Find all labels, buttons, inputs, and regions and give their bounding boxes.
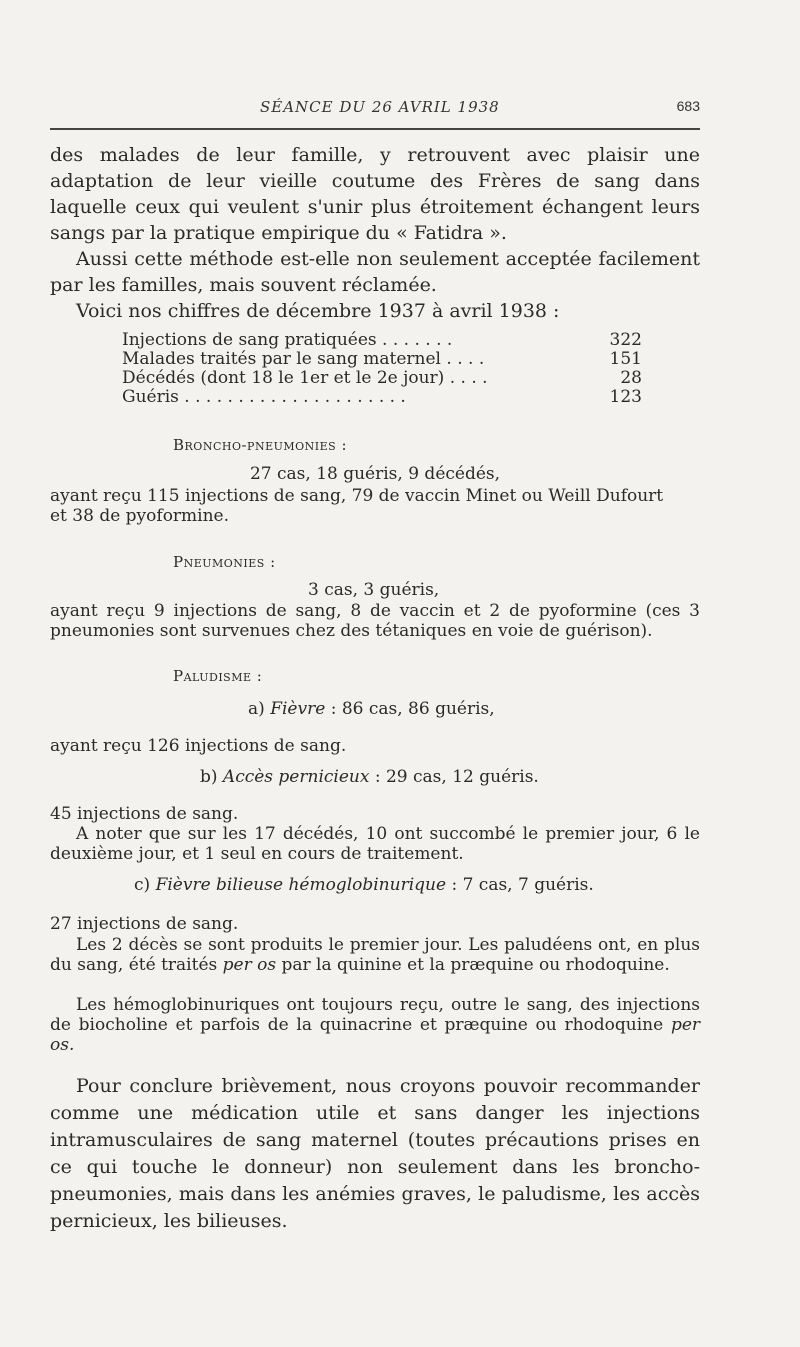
bilieuse-note-1-text-b: par la quinine et la præquine ou rhodoquine. xyxy=(281,955,670,975)
broncho-line-2: et 38 de pyoformine. xyxy=(50,506,230,526)
intro-paragraph-3: Voici nos chiffres de décembre 1937 à avril 1938 : xyxy=(76,300,560,322)
bilieuse-note-1 xyxy=(50,935,700,975)
fievre-text: : 86 cas, 86 guéris, xyxy=(330,699,495,719)
stat-row xyxy=(122,350,642,369)
running-title: SÉANCE DU 26 AVRIL 1938 xyxy=(260,98,500,116)
header-rule xyxy=(50,128,700,130)
broncho-summary: 27 cas, 18 guéris, 9 décédés, xyxy=(249,464,501,484)
pneumonies-title: Pneumonies : xyxy=(173,553,276,571)
stat-label: Guéris . . . . . . . . . . . . . . . . . . . . . xyxy=(122,388,406,407)
stat-label: Injections de sang pratiquées . . . . . . . xyxy=(122,331,453,350)
pneumonies-detail: ayant reçu 9 injections de sang, 8 de vaccin et 2 de pyoformine (ces 3 pneumonies sont survenues chez des tétaniques en voie de guérison). xyxy=(50,601,700,641)
acces-text: : 29 cas, 12 guéris. xyxy=(374,767,539,787)
fievre-line xyxy=(248,699,668,719)
stat-row xyxy=(122,388,642,407)
bilieuse-note-1-italic: per os xyxy=(222,955,277,975)
intro-paragraph-1: des malades de leur famille, y retrouvent avec plaisir une adaptation de leur vieille coutume des Frères de sang dans laquelle ceux qui veulent s'unir plus étroitement échangent leurs sangs par la pratique empirique du « Fatidra ». xyxy=(50,144,700,244)
stat-value: 123 xyxy=(609,387,642,407)
broncho-line-1: ayant reçu 115 injections de sang, 79 de vaccin Minet ou Weill Dufourt xyxy=(50,486,664,506)
acces-line xyxy=(200,767,680,787)
stat-label: Décédés (dont 18 le 1er et le 2e jour) . . . . xyxy=(122,369,488,388)
paludisme-title: Paludisme : xyxy=(173,667,263,685)
fievre-injections: ayant reçu 126 injections de sang. xyxy=(50,736,347,756)
acces-prefix: b) xyxy=(200,767,218,787)
bilieuse-injections: 27 injections de sang. xyxy=(50,914,239,934)
acces-note: A noter que sur les 17 décédés, 10 ont succombé le premier jour, 6 le deuxième jour, et 1 seul en cours de traitement. xyxy=(50,824,700,864)
bilieuse-prefix: c) xyxy=(134,875,151,895)
conclusion-paragraph: Pour conclure brièvement, nous croyons pouvoir recommander comme une médication utile et sans danger les injections intramusculaires de sang maternel (toutes précautions prises en ce qui touche le donneur) non seulement dans les broncho-pneumonies, mais dans les anémies graves, le paludisme, les accès pernicieux, les bilieuses. xyxy=(50,1075,700,1232)
fievre-prefix: a) xyxy=(248,699,265,719)
bilieuse-note-2-text: Les hémoglobinuriques ont toujours reçu, outre le sang, des injections de biocholine et parfois de la quinacrine et præquine ou rhodoquine xyxy=(50,995,700,1035)
broncho-detail xyxy=(50,486,700,526)
pneumonies-summary: 3 cas, 3 guéris, xyxy=(308,580,440,600)
bilieuse-note-2 xyxy=(50,995,700,1055)
running-header xyxy=(50,98,700,120)
stat-label: Malades traités par le sang maternel . . . . xyxy=(122,350,485,369)
bilieuse-note-1-text-a: Les 2 décès se sont produits le premier jour. Les paludéens ont, en plus du sang, été traités xyxy=(50,935,700,975)
bilieuse-note-2-italic: per os. xyxy=(50,1015,701,1055)
acces-label: Accès pernicieux xyxy=(222,767,370,787)
stat-value: 151 xyxy=(609,349,642,369)
page-number: 683 xyxy=(676,98,700,114)
bilieuse-label: Fièvre bilieuse hémoglobinurique xyxy=(155,875,447,895)
statistics-table xyxy=(122,331,642,407)
fievre-label: Fièvre xyxy=(270,699,326,719)
broncho-title: Broncho-pneumonies : xyxy=(173,436,348,454)
acces-injections: 45 injections de sang. xyxy=(50,804,239,824)
stat-value: 28 xyxy=(620,368,642,388)
stat-value: 322 xyxy=(609,330,642,350)
intro-paragraph-2: Aussi cette méthode est-elle non seulement acceptée facilement par les familles, mais souvent réclamée. xyxy=(50,248,700,296)
bilieuse-text: : 7 cas, 7 guéris. xyxy=(451,875,594,895)
stat-row xyxy=(122,369,642,388)
intro-section xyxy=(50,142,700,324)
bilieuse-line xyxy=(134,875,694,895)
stat-row xyxy=(122,331,642,350)
